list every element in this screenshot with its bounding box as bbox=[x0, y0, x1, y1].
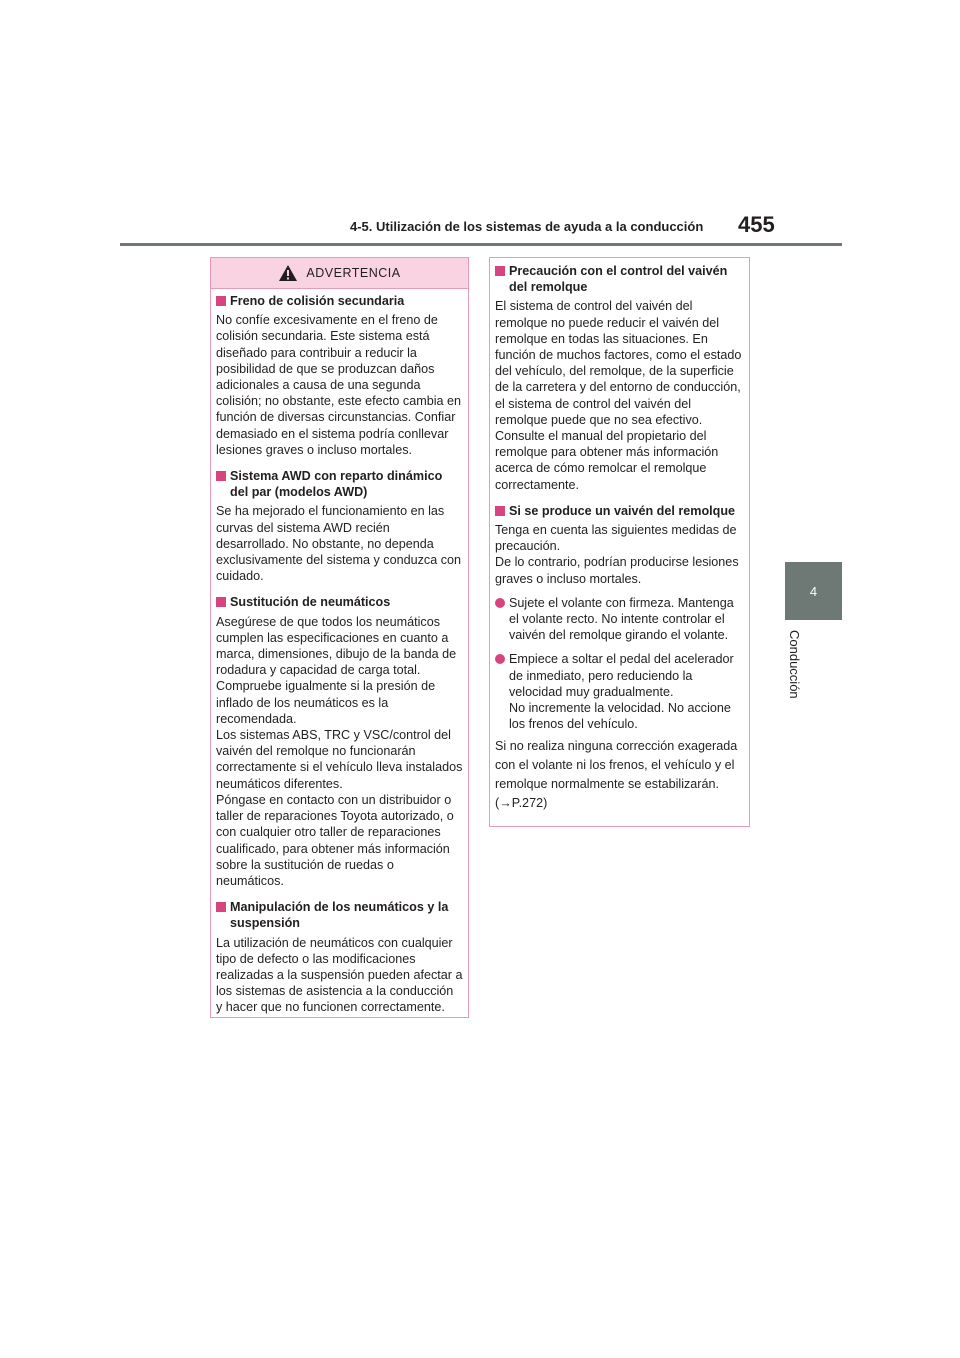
round-bullet-icon bbox=[495, 598, 505, 608]
warning-section-awd bbox=[216, 468, 463, 584]
section-text: Los sistemas ABS, TRC y VSC/control del vaivén del remolque no funcionarán correctamente si el vehículo lleva instalados neumáticos diferentes. bbox=[216, 728, 463, 791]
list-item bbox=[495, 651, 744, 700]
section-text: Asegúrese de que todos los neumáticos cumplen las especificaciones en cuanto a marca, dimensiones, dibujo de la banda de rodadura y capacidad de carga total. Compruebe igualmente si la presión de inflado de los neumáticos es la recomendada. bbox=[216, 614, 457, 726]
section-title-text: Precaución con el control del vaivén del remolque bbox=[509, 264, 728, 295]
section-title-text: Manipulación de los neumáticos y la suspensión bbox=[230, 900, 449, 931]
square-bullet-icon bbox=[216, 902, 226, 912]
section-title-text: Sustitución de neumáticos bbox=[230, 595, 391, 610]
chapter-label: Conducción bbox=[787, 630, 802, 699]
section-heading bbox=[495, 503, 744, 519]
warning-section-tire-suspension bbox=[216, 899, 463, 1015]
list-item-continuation bbox=[495, 700, 744, 732]
warning-section-collision-brake bbox=[216, 293, 463, 458]
section-text: Póngase en contacto con un distribuidor o taller de reparaciones Toyota autorizado, o con cualquier otro taller de reparaciones cualificado, para obtener más información sobre la sustitución de ruedas o neumáticos. bbox=[216, 792, 454, 888]
square-bullet-icon bbox=[495, 266, 505, 276]
round-bullet-icon bbox=[495, 654, 505, 664]
section-heading bbox=[495, 263, 744, 295]
warning-heading: ADVERTENCIA bbox=[306, 265, 401, 280]
list-item-text: Sujete el volante con firmeza. Mantenga el volante recto. No intente controlar el vaivén del remolque girando el volante. bbox=[509, 595, 734, 643]
square-bullet-icon bbox=[216, 597, 226, 607]
closing-text: Si no realiza ninguna corrección exagerada con el volante ni los frenos, el vehículo y el remolque normalmente se estabilizarán. (→P.272) bbox=[495, 739, 738, 811]
warning-box bbox=[210, 257, 469, 1018]
list-item-text: No incremente la velocidad. No accione los frenos del vehículo. bbox=[509, 701, 731, 732]
chapter-number: 4 bbox=[809, 583, 818, 599]
page-number: 455 bbox=[738, 212, 775, 237]
square-bullet-icon bbox=[216, 296, 226, 306]
section-heading bbox=[216, 293, 463, 309]
warning-triangle-icon bbox=[278, 264, 298, 282]
section-text: De lo contrario, podrían producirse lesiones graves o incluso mortales. bbox=[495, 555, 739, 586]
section-text: No confíe excesivamente en el freno de colisión secundaria. Este sistema está diseñado para contribuir a reducir la posibilidad de que se produzcan daños adicionales a causa de una segunda colisión; no obstante, este efecto cambia en función de diversas circunstancias. Confiar demasiado en el sistema podría conllevar lesiones graves o incluso mortales. bbox=[216, 313, 462, 457]
section-title-text: Freno de colisión secundaria bbox=[230, 294, 405, 308]
warning-section-tire-replacement bbox=[216, 594, 463, 889]
section-title-text: Sistema AWD con reparto dinámico del par (modelos AWD) bbox=[230, 469, 443, 500]
warning-section-trailer-sway-control bbox=[495, 263, 744, 493]
section-text: El sistema de control del vaivén del remolque no puede reducir el vaivén del remolque en todas las situaciones. En función de muchos factores, como el estado del vehículo, del remolque, de la superficie de la carretera y del entorno de conducción, el sistema de control del vaivén del remolque puede que no sea efectivo. Consulte el manual del propietario del remolque para obtener más información acerca de cómo remolcar el remolque correctamente. bbox=[495, 299, 742, 492]
warning-section-trailer-sway bbox=[495, 503, 744, 814]
section-heading bbox=[216, 468, 463, 500]
section-heading bbox=[216, 594, 463, 610]
section-title-text: Si se produce un vaivén del remolque bbox=[509, 503, 736, 518]
square-bullet-icon bbox=[216, 471, 226, 481]
section-heading bbox=[216, 899, 463, 931]
section-text: Tenga en cuenta las siguientes medidas de precaución. bbox=[495, 523, 737, 554]
section-title: 4-5. Utilización de los sistemas de ayuda a la conducción bbox=[350, 219, 704, 234]
section-text: La utilización de neumáticos con cualquier tipo de defecto o las modificaciones realizadas a la suspensión pueden afectar a los sistemas de asistencia a la conducción y hacer que no funcionen correctamente. bbox=[216, 935, 463, 1015]
header-divider bbox=[120, 243, 842, 246]
chapter-tab[interactable] bbox=[785, 562, 842, 620]
square-bullet-icon bbox=[495, 506, 505, 516]
section-text: Se ha mejorado el funcionamiento en las curvas del sistema AWD recién desarrollado. No obstante, no dependa exclusivamente del sistema y conduzca con cuidado. bbox=[216, 504, 462, 584]
list-item bbox=[495, 595, 744, 644]
list-item-text: Empiece a soltar el pedal del acelerador de inmediato, pero reduciendo la velocidad muy gradualmente. bbox=[509, 652, 734, 699]
warning-header bbox=[211, 258, 468, 289]
warning-box-continued bbox=[489, 257, 750, 827]
